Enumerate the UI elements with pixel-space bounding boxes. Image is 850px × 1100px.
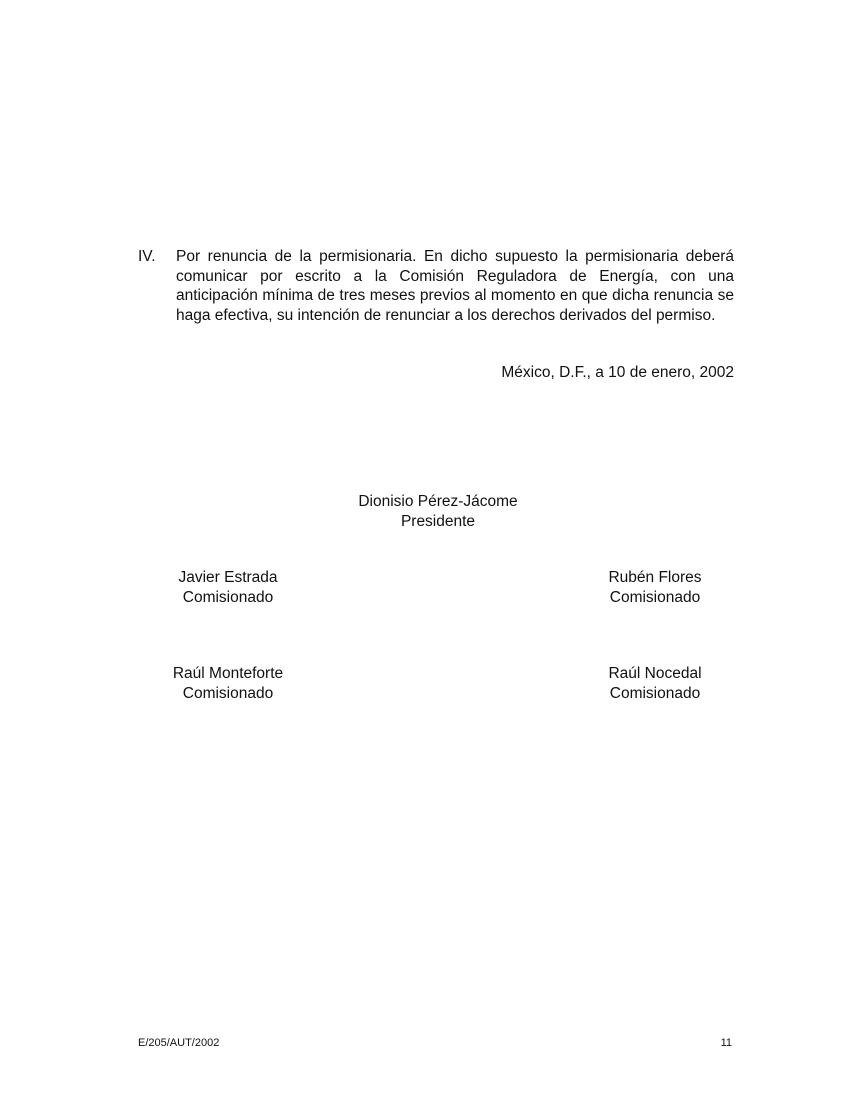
signatory-name: Rubén Flores bbox=[608, 569, 702, 586]
signatory-title: Comisionado bbox=[609, 588, 701, 606]
signatory-title: Presidente bbox=[400, 512, 476, 530]
signatory-name: Raúl Monteforte bbox=[172, 665, 284, 682]
document-id: E/205/AUT/2002 bbox=[138, 1037, 220, 1049]
signatory-name: Javier Estrada bbox=[178, 569, 278, 586]
signature-commissioner bbox=[128, 568, 328, 607]
signature-president bbox=[288, 492, 588, 531]
clause-text: Por renuncia de la permisionaria. En dicho supuesto la permisionaria deberá comunicar por escrito a la Comisión Reguladora de Energía, con una anticipación mínima de tres meses previos al momento en que dicha renuncia se haga efectiva, su intención de renunciar a los derechos derivados del permiso. bbox=[176, 248, 734, 324]
signature-commissioner bbox=[128, 664, 328, 703]
signatory-title: Comisionado bbox=[609, 684, 701, 702]
signatory-name: Raúl Nocedal bbox=[608, 665, 702, 682]
page-number: 11 bbox=[720, 1037, 732, 1049]
signatory-name: Dionisio Pérez-Jácome bbox=[358, 493, 518, 510]
clause-iv bbox=[138, 247, 734, 325]
place-and-date: México, D.F., a 10 de enero, 2002 bbox=[501, 364, 734, 381]
signature-commissioner bbox=[555, 568, 755, 607]
signature-commissioner bbox=[555, 664, 755, 703]
signatory-title: Comisionado bbox=[182, 684, 274, 702]
clause-number: IV. bbox=[138, 248, 156, 265]
signatory-title: Comisionado bbox=[182, 588, 274, 606]
